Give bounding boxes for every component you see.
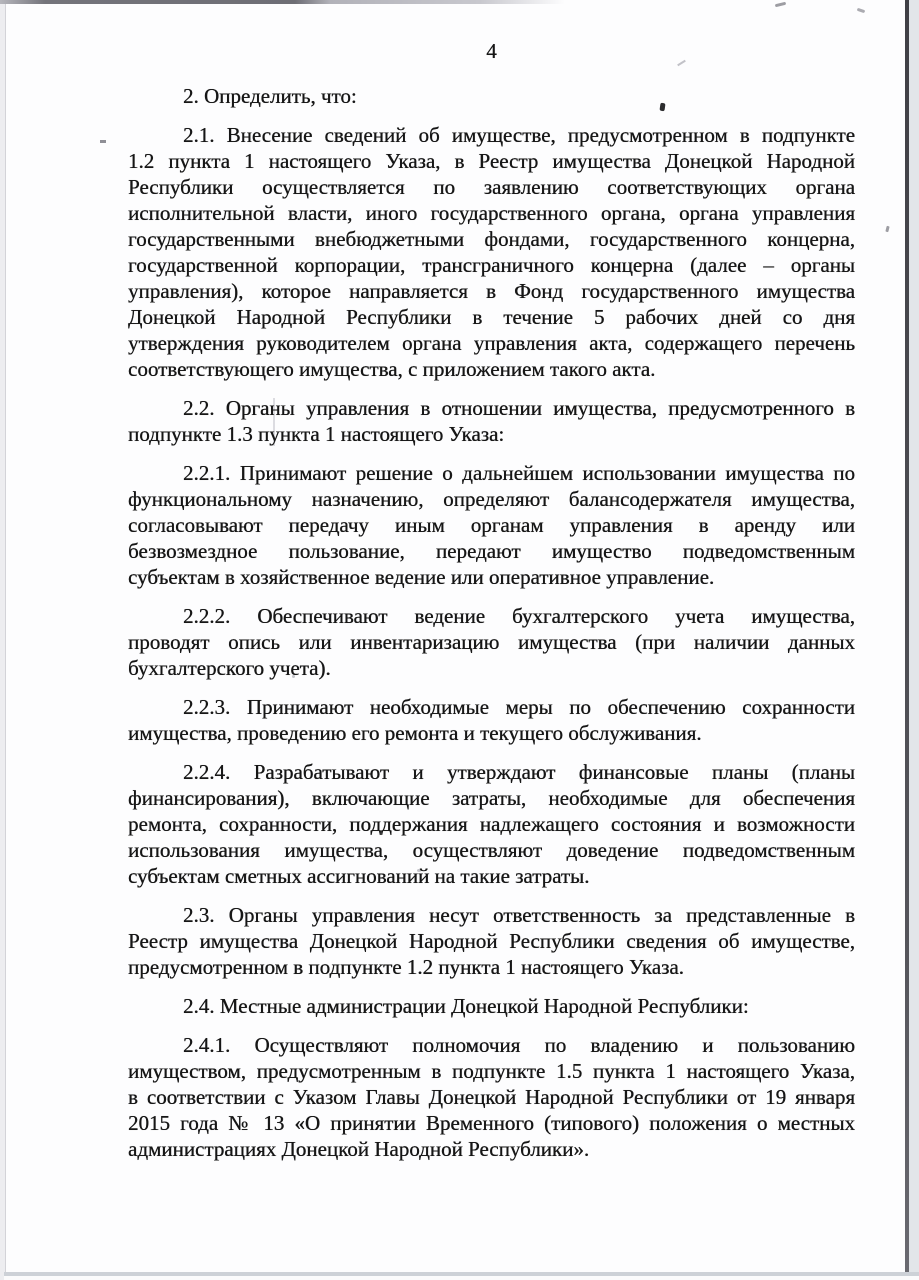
scan-speckle bbox=[885, 226, 889, 233]
text-line: ремонта, сохранности, поддержания надлежащего состояния и возможности bbox=[128, 812, 855, 836]
paragraph-2-2-1 bbox=[128, 460, 855, 590]
text-line: Республики осуществляется по заявлению соответствующих органа bbox=[128, 175, 855, 199]
scan-speckle bbox=[857, 8, 866, 13]
text-line: 2.2.1. Принимают решение о дальнейшем использовании имущества по bbox=[183, 461, 855, 485]
text-line: утверждения руководителем органа управления акта, содержащего перечень bbox=[128, 331, 855, 355]
text-line: финансирования), включающие затраты, необходимые для обеспечения bbox=[128, 786, 855, 810]
text-line: имуществом, предусмотренным в подпункте 1.5 пункта 1 настоящего Указа, bbox=[128, 1059, 855, 1083]
text-line: в соответствии с Указом Главы Донецкой Народной Республики от 19 января bbox=[128, 1085, 855, 1109]
text-line: использования имущества, осуществляют доведение подведомственным bbox=[128, 838, 855, 862]
text-line: функциональному назначению, определяют балансодержателя имущества, bbox=[128, 487, 855, 511]
text-line: 2.3. Органы управления несут ответственность за представленные в bbox=[183, 903, 855, 927]
text-line: управления), которое направляется в Фонд государственного имущества bbox=[128, 279, 855, 303]
paragraph-2-1 bbox=[128, 122, 855, 382]
text-line: 2.4.1. Осуществляют полномочия по владению и пользованию bbox=[183, 1033, 855, 1057]
paragraph-2-4 bbox=[128, 993, 855, 1019]
paragraph-2-3 bbox=[128, 902, 855, 980]
text-line: Реестр имущества Донецкой Народной Республики сведения об имуществе, bbox=[128, 929, 855, 953]
scan-right-margin bbox=[909, 0, 919, 1280]
scan-speckle bbox=[775, 2, 786, 8]
text-line: 1.2 пункта 1 настоящего Указа, в Реестр имущества Донецкой Народной bbox=[128, 149, 855, 173]
text-line: проводят опись или инвентаризацию имущества (при наличии данных bbox=[128, 630, 855, 654]
text-line: субъектам в хозяйственное ведение или оперативное управление. bbox=[128, 565, 715, 589]
text-line: государственной корпорации, трансграничного концерна (далее – органы bbox=[128, 253, 855, 277]
text-line: 2.2.3. Принимают необходимые меры по обеспечению сохранности bbox=[183, 695, 855, 719]
scan-speckle bbox=[100, 140, 106, 143]
text-line: безвозмездное пользование, передают имущество подведомственным bbox=[128, 539, 855, 563]
text-line: 2. Определить, что: bbox=[183, 84, 357, 108]
text-line: соответствующего имущества, с приложением такого акта. bbox=[128, 357, 656, 381]
text-line: бухгалтерского учета). bbox=[128, 656, 331, 680]
scan-left-edge bbox=[0, 0, 6, 1280]
document-content bbox=[128, 38, 855, 1162]
text-line: предусмотренном в подпункте 1.2 пункта 1 настоящего Указа. bbox=[128, 955, 684, 979]
scan-top-edge bbox=[0, 0, 565, 4]
scan-bottom-strip bbox=[4, 1276, 919, 1280]
paragraph-2-2 bbox=[128, 395, 855, 447]
page-number: 4 bbox=[486, 39, 497, 63]
paragraph-2-2-2 bbox=[128, 603, 855, 681]
text-line: имущества, проведению его ремонта и текущего обслуживания. bbox=[128, 721, 702, 745]
text-line: администрациях Донецкой Народной Республики». bbox=[128, 1137, 590, 1161]
text-line: 2.4. Местные администрации Донецкой Народной Республики: bbox=[183, 994, 749, 1018]
text-line: 2.2.2. Обеспечивают ведение бухгалтерского учета имущества, bbox=[183, 604, 855, 628]
paragraph-2-4-1 bbox=[128, 1032, 855, 1162]
text-line: подпункте 1.3 пункта 1 настоящего Указа: bbox=[128, 422, 505, 446]
paragraph-2-2-3 bbox=[128, 694, 855, 746]
text-line: 2.1. Внесение сведений об имуществе, предусмотренном в подпункте bbox=[183, 123, 855, 147]
text-line: 2.2.4. Разрабатывают и утверждают финансовые планы (планы bbox=[183, 760, 855, 784]
paragraph-2-2-4 bbox=[128, 759, 855, 889]
text-line: Донецкой Народной Республики в течение 5 рабочих дней со дня bbox=[128, 305, 855, 329]
paragraph-2 bbox=[128, 83, 855, 109]
text-line: 2015 года № 13 «О принятии Временного (типового) положения о местных bbox=[128, 1111, 855, 1135]
text-line: исполнительной власти, иного государственного органа, органа управления bbox=[128, 201, 855, 225]
text-line: государственными внебюджетными фондами, государственного концерна, bbox=[128, 227, 855, 251]
text-line: 2.2. Органы управления в отношении имущества, предусмотренного в bbox=[183, 396, 855, 420]
text-line: субъектам сметных ассигнований на такие затраты. bbox=[128, 864, 590, 888]
document-body bbox=[128, 83, 855, 1162]
text-line: согласовывают передачу иным органам управления в аренду или bbox=[128, 513, 855, 537]
